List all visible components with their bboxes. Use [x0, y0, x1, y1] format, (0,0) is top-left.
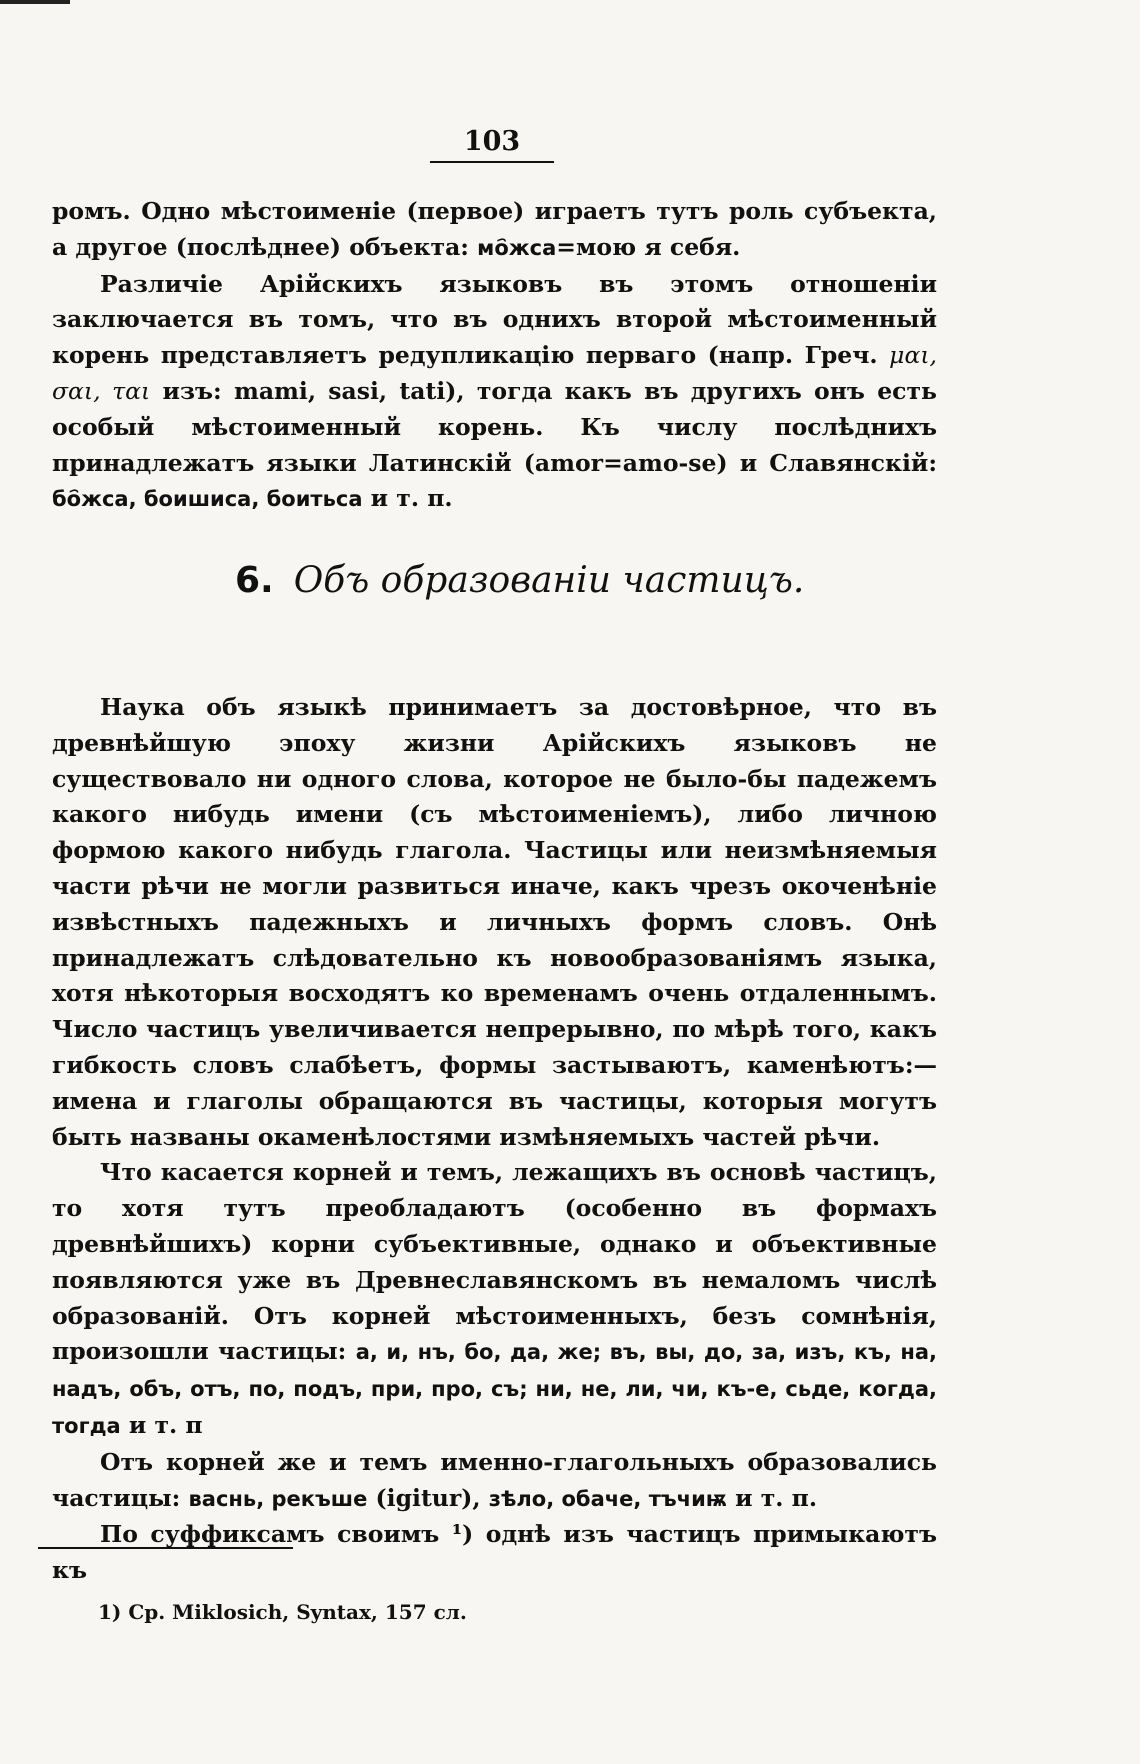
- paragraph-verbal-particles: Отъ корней же и темъ именно-глагольныхъ образовались частицы: васнь, рекъше (igitur), зѣло, обаче, тъчиѭ и т. п.: [52, 1447, 937, 1512]
- greek-words: μαι, σαι, ται: [52, 341, 937, 405]
- footnote-divider: [38, 1547, 293, 1549]
- church-slavonic-verbal-particles: васнь, рекъше: [188, 1486, 368, 1511]
- top-text-block: [52, 194, 937, 518]
- paragraph-aryan-languages: Различіе Арійскихъ языковъ въ этомъ отношеніи заключается въ томъ, что въ однихъ второй мѣстоименный корень представляетъ редупликацію перваго (напр. Греч. μαι, σαι, ται изъ: mami, sasi, tati), тогда какъ въ другихъ онъ есть особый мѣстоименный корень. Къ числу послѣднихъ принадлежатъ языки Латинскій (amor=amo-se) и Славянскій: бо҄жса, боишиса, боитьса и т. п.: [52, 269, 937, 513]
- main-text-block: [52, 690, 937, 1589]
- section-title: Объ образованіи частицъ.: [293, 560, 805, 601]
- paragraph-particles-intro: Наука объ языкѣ принимаетъ за достовѣрное, что въ древнѣйшую эпоху жизни Арійскихъ языковъ не существовало ни одного слова, которое не было-бы падежемъ какого нибудь имени (съ мѣстоименіемъ), либо личною формою какого нибудь глагола. Частицы или неизмѣняемыя части рѣчи не могли развиться иначе, какъ чрезъ окоченѣніе извѣстныхъ падежныхъ и личныхъ формъ словъ. Онѣ принадлежатъ слѣдовательно къ новообразованіямъ языка, хотя нѣкоторыя восходятъ ко временамъ очень отдаленнымъ. Число частицъ увеличивается непрерывно, по мѣрѣ того, какъ гибкость словъ слабѣетъ, формы застываютъ, каменѣютъ:—имена и глаголы обращаются въ частицы, которыя могутъ быть названы окаменѣлостями измѣняемыхъ частей рѣчи.: [52, 693, 937, 1151]
- church-slavonic-word: мо҄жса: [477, 235, 557, 260]
- scan-edge-mark: [0, 0, 70, 4]
- footnote: 1) Ср. Miklosich, Syntax, 157 сл.: [98, 1600, 467, 1624]
- paragraph-particle-roots: Что касается корней и темъ, лежащихъ въ основѣ частицъ, то хотя тутъ преобладаютъ (особенно въ формахъ древнѣйшихъ) корни субъективные, однако и объективные появляются уже въ Древнеславянскомъ въ немаломъ числѣ образованій. Отъ корней мѣстоименныхъ, безъ сомнѣнія, произошли частицы: а, и, нъ, бо, да, же; въ, вы, до, за, изъ, къ, на, надъ, объ, отъ, по, подъ, при, про, съ; ни, не, ли, чи, къ-е, сьде, когда, тогда и т. п: [52, 1158, 937, 1439]
- section-heading: [235, 560, 955, 601]
- church-slavonic-words: бо҄жса, боишиса, боитьса: [52, 487, 363, 512]
- paragraph-suffixes: По суффиксамъ своимъ ¹) однѣ изъ частицъ примыкаютъ къ: [52, 1520, 937, 1585]
- page-number: 103: [430, 126, 554, 163]
- section-number: 6.: [235, 560, 274, 601]
- church-slavonic-particles: а, и, нъ, бо, да, же; въ, вы, до, за, изъ, къ, на, надъ, объ, отъ, по, подъ, при, про, съ; ни, не, ли, чи, къ-е, сьде, когда, тогда: [52, 1340, 937, 1438]
- paragraph-continuation: ромъ. Одно мѣстоименіе (первое) играетъ тутъ роль субъекта, а другое (послѣднее) объекта: мо҄жса=мою я себя.: [52, 197, 937, 261]
- church-slavonic-adverbs: зѣло, обаче, тъчиѭ: [488, 1486, 727, 1511]
